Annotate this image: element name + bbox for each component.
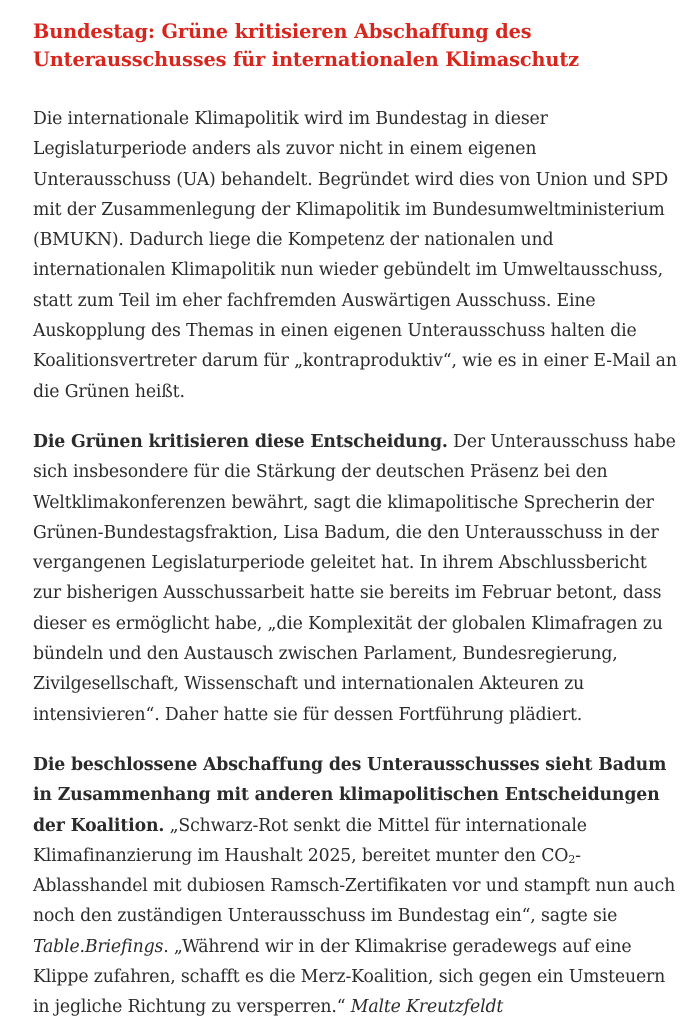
paragraph-1: Die internationale Klimapolitik wird im Bundestag in dieser Legislaturperiode anders als zuvor nicht in einem eigenen Unterausschuss (UA) behandelt. Begründet wird dies von Union und SPD mit der Zusammenlegung der Klimapolitik im Bundesumweltministerium (BMUKN). Dadurch liege die Kompetenz der nationalen und internationalen Klimapolitik nun wieder gebündelt im Umweltausschuss, statt zum Teil im eher fachfremden Auswärtigen Ausschuss. Eine Auskopplung des Themas in einen eigenen Unterausschuss halten die Koalitionsvertreter darum für „kontraproduktiv“, wie es in einer E-Mail an die Grünen heißt. xyxy=(33,109,677,402)
paragraph-3-body-b: -Ablasshandel mit dubiosen Ramsch-Zertifikaten vor und stampft nun auch noch den zuständigen Unterausschuss im Bundestag ein“, sagte sie xyxy=(33,845,676,927)
paragraph-2 xyxy=(33,427,678,730)
paragraph-2-body: Der Unterausschuss habe sich insbesondere für die Stärkung der deutschen Präsenz bei den Weltklimakonferenzen bewährt, sagt die klimapolitische Sprecherin der Grünen-Bundestagsfraktion, Lisa Badum, die den Unterausschuss in der vergangenen Legislaturperiode geleitet hat. In ihrem Abschlussbericht zur bisherigen Ausschussarbeit hatte sie bereits im Februar betont, dass dieser es ermöglicht habe, „die Komplexität der globalen Klimafragen zu bündeln und den Austausch zwischen Parlament, Bundesregierung, Zivilgesellschaft, Wissenschaft und internationalen Akteuren zu intensivieren“. Daher hatte sie für dessen Fortführung plädiert. xyxy=(33,431,676,725)
source-name: Table.Briefings xyxy=(33,936,164,957)
article-headline: Bundestag: Grüne kritisieren Abschaffung des Unterausschusses für internationalen Klimaschutz xyxy=(33,20,579,71)
paragraph-2-lead: Die Grünen kritisieren diese Entscheidung. xyxy=(33,431,448,452)
paragraph-3 xyxy=(33,750,678,1023)
paragraph-3-body-a: „Schwarz-Rot senkt die Mittel für internationale Klimafinanzierung im Haushalt 2025, bereitet munter den CO xyxy=(33,815,587,866)
author-name: Malte Kreutzfeldt xyxy=(350,997,504,1018)
co2-subscript: 2 xyxy=(568,852,576,866)
paragraph-3-lead: Die beschlossene Abschaffung des Unterausschusses sieht Badum in Zusammenhang mit anderen klimapolitischen Entscheidungen der Koalition. xyxy=(33,754,667,836)
paragraph-3-body-c: . „Während wir in der Klimakrise geradewegs auf eine Klippe zufahren, schafft es die Merz-Koalition, sich gegen ein Umsteuern in jegliche Richtung zu versperren.“ xyxy=(33,936,666,1018)
